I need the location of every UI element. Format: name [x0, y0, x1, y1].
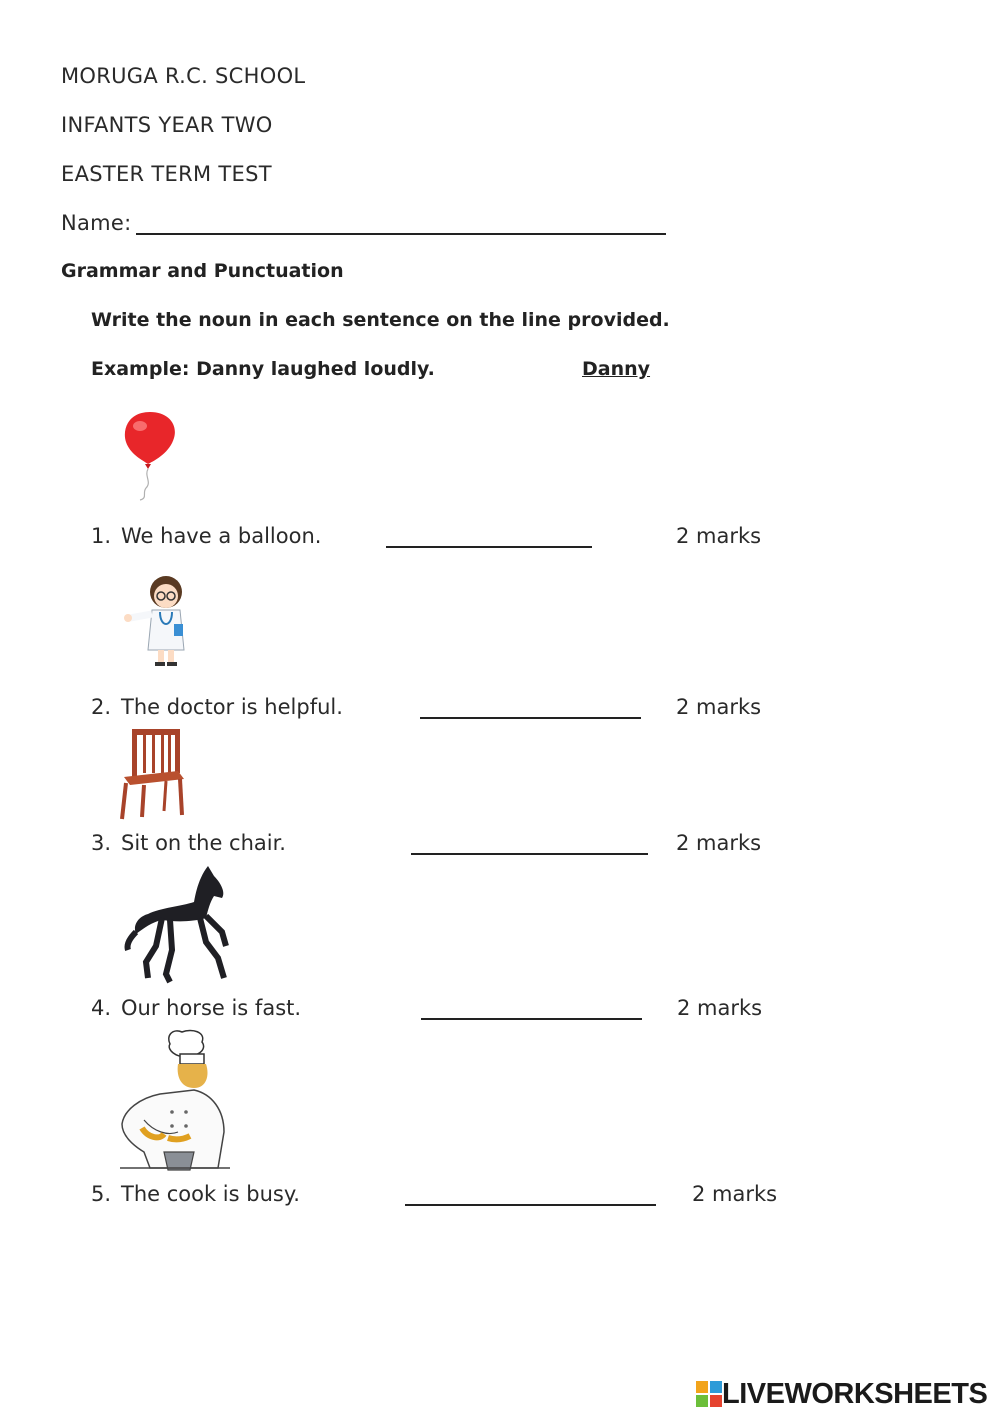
test-title: EASTER TERM TEST: [61, 162, 272, 186]
marks-2: 2 marks: [676, 695, 762, 719]
question-1: [91, 524, 321, 548]
marks-1: 2 marks: [676, 524, 762, 548]
name-label: Name:: [61, 211, 132, 235]
logo-text: LIVEWORKSHEETS: [722, 1377, 988, 1410]
question-text: Sit on the chair.: [121, 831, 286, 855]
question-3: [91, 831, 286, 855]
doctor-image: [120, 570, 200, 670]
marks-3: 2 marks: [676, 831, 762, 855]
question-number: 4.: [91, 996, 112, 1020]
answer-line-4[interactable]: [421, 1018, 642, 1020]
example-answer: Danny: [582, 358, 651, 380]
instruction: Write the noun in each sentence on the line provided.: [91, 309, 670, 331]
liveworksheets-logo[interactable]: [696, 1376, 987, 1412]
liveworksheets-icon: [696, 1381, 722, 1407]
school-name: MORUGA R.C. SCHOOL: [61, 64, 306, 88]
question-number: 5.: [91, 1182, 112, 1206]
question-5: [91, 1182, 300, 1206]
example-sentence: Example: Danny laughed loudly.: [91, 358, 435, 380]
marks-5: 2 marks: [692, 1182, 778, 1206]
answer-line-3[interactable]: [411, 853, 648, 855]
cook-image: [120, 1028, 232, 1172]
answer-line-1[interactable]: [386, 546, 592, 548]
balloon-image: [118, 410, 180, 502]
question-4: [91, 996, 301, 1020]
question-number: 2.: [91, 695, 112, 719]
class-name: INFANTS YEAR TWO: [61, 113, 273, 137]
marks-4: 2 marks: [677, 996, 763, 1020]
question-number: 3.: [91, 831, 112, 855]
question-2: [91, 695, 343, 719]
answer-line-2[interactable]: [420, 717, 641, 719]
horse-image: [122, 862, 234, 986]
question-text: We have a balloon.: [121, 524, 322, 548]
question-text: Our horse is fast.: [121, 996, 302, 1020]
section-title: Grammar and Punctuation: [61, 260, 344, 282]
question-number: 1.: [91, 524, 112, 548]
answer-line-5[interactable]: [405, 1204, 656, 1206]
question-text: The doctor is helpful.: [121, 695, 343, 719]
question-text: The cook is busy.: [121, 1182, 300, 1206]
chair-image: [118, 725, 188, 821]
name-input-line[interactable]: [136, 233, 666, 235]
